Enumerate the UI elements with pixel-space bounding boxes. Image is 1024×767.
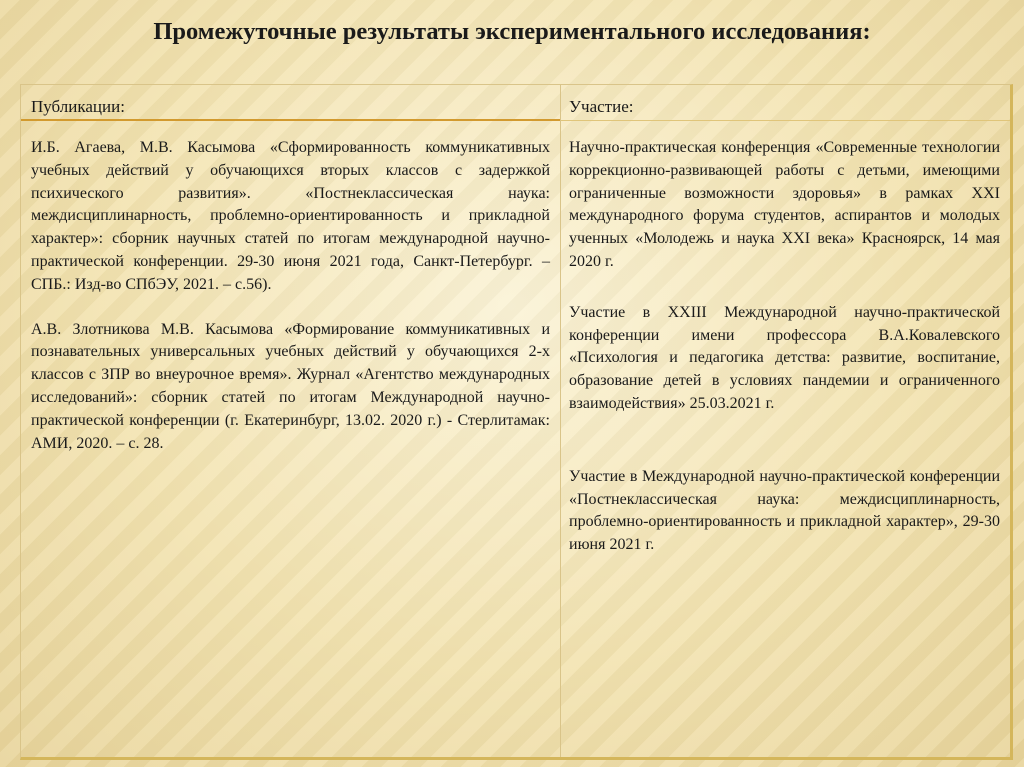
participation-item: Участие в XXIII Международной научно-практической конференции имени профессора В.А.Ковалевского «Психология и педагогика детства: развитие, воспитание, образование детей в условиях пандемии и ограниченного взаимодействия» 25.03.2021 г. <box>569 303 1000 412</box>
participation-column <box>561 85 1010 757</box>
participation-item: Участие в Международной научно-практической конференции «Постнеклассическая наука: междисциплинарность, проблемно-ориентированность и прикладной характер», 29-30 июня 2021 г. <box>569 467 1000 554</box>
participation-heading: Участие: <box>561 85 1010 121</box>
participation-item: Научно-практическая конференция «Современные технологии коррекционно-развивающей работы с детьми, имеющими ограниченные возможности здоровья» в рамках XXI международного форума студентов, аспирантов и молодых ученных «Молодежь и наука XXI века» Красноярск, 14 мая 2020 г. <box>569 139 1000 270</box>
publication-item: И.Б. Агаева, М.В. Касымова «Сформированность коммуникативных учебных действий у обучающихся вторых классов с задержкой психического развития». «Постнеклассическая наука: междисциплинарность, проблемно-ориентированность и прикладной характер»: сборник научных статей по итогам международной научно-практической конференции. 29-30 июня 2021 года, Санкт-Петербург. – СПБ.: Изд-во СПбЭУ, 2021. – с.56). <box>31 139 550 293</box>
publications-heading: Публикации: <box>21 85 560 121</box>
publication-item: А.В. Злотникова М.В. Касымова «Формирование коммуникативных и познавательных универсальных учебных действий у обучающихся 2-х классов с ЗПР во внеурочное время». Журнал «Агентство международных исследований»: сборник статей по итогам Международной научно-практической конференции (г. Екатеринбург, 13.02. 2020 г.) - Стерлитамак: АМИ, 2020. – с. 28. <box>31 320 550 452</box>
participation-list <box>561 121 1010 557</box>
slide-title: Промежуточные результаты экспериментального исследования: <box>153 18 871 45</box>
publications-column <box>21 85 561 757</box>
results-table <box>20 84 1013 760</box>
publications-list <box>21 121 560 455</box>
